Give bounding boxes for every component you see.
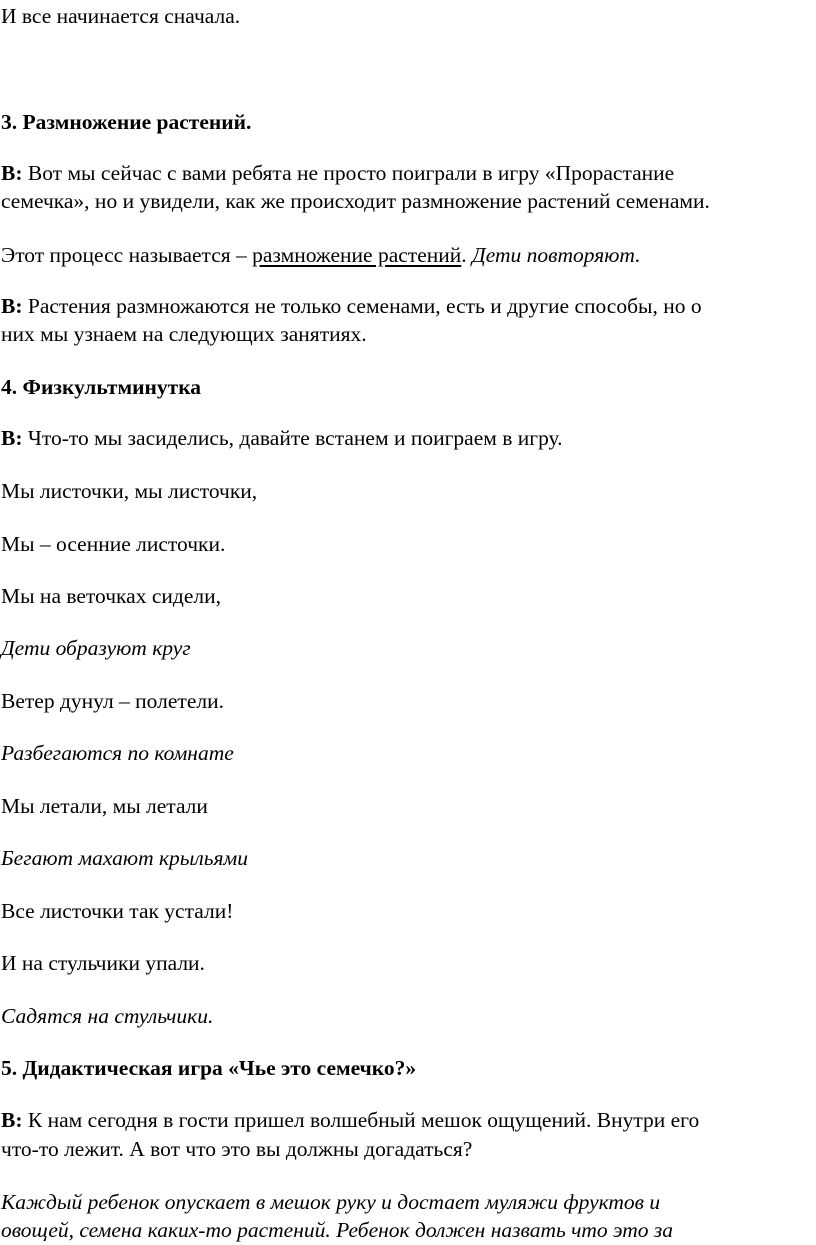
verse-line-2: Мы – осенние листочки. — [1, 532, 226, 556]
paragraph-text: Что-то мы засиделись, давайте встанем и поиграем в игру. — [27, 426, 563, 450]
speaker-label: В: — [1, 426, 23, 450]
paragraph-teacher-2-line-1 — [1, 296, 702, 318]
paragraph-teacher-4-line-1 — [1, 1110, 699, 1132]
speaker-label: В: — [1, 1108, 23, 1132]
stage-direction-1: Дети образуют круг — [1, 636, 191, 660]
paragraph-teacher-3 — [1, 428, 563, 450]
speaker-label: В: — [1, 294, 23, 318]
paragraph-intro: И все начинается сначала. — [1, 4, 241, 28]
punctuation: . — [461, 243, 467, 267]
verse-line-5: Мы летали, мы летали — [1, 794, 208, 818]
stage-direction-3: Бегают махают крыльями — [1, 846, 248, 870]
paragraph-teacher-2-line-2: них мы узнаем на следующих занятиях. — [1, 322, 367, 346]
stage-direction: Дети повторяют. — [466, 243, 641, 267]
paragraph-text: Этот процесс называется – — [1, 243, 253, 267]
section-heading-4: 4. Физкультминутка — [1, 375, 202, 399]
stage-direction-5-line-2: овощей, семена каких-то растений. Ребенок должен назвать что это за — [1, 1218, 674, 1242]
section-heading-3: 3. Размножение растений. — [1, 110, 252, 134]
speaker-label: В: — [1, 161, 23, 185]
paragraph-teacher-4-line-2: что-то лежит. А вот что это вы должны догадаться? — [1, 1137, 473, 1161]
paragraph-teacher-1-line-1 — [1, 163, 674, 185]
verse-line-1: Мы листочки, мы листочки, — [1, 479, 258, 503]
paragraph-teacher-1-line-2: семечка», но и увидели, как же происходит размножение растений семенами. — [1, 189, 710, 213]
paragraph-process — [1, 245, 641, 267]
underlined-term: размножение растений — [252, 243, 462, 267]
paragraph-text: К нам сегодня в гости пришел волшебный мешок ощущений. Внутри его — [27, 1108, 700, 1132]
stage-direction-5-line-1: Каждый ребенок опускает в мешок руку и достает муляжи фруктов и — [1, 1190, 661, 1214]
verse-line-4: Ветер дунул – полетели. — [1, 689, 224, 713]
paragraph-text: Растения размножаются не только семенами, есть и другие способы, но о — [27, 294, 702, 318]
stage-direction-2: Разбегаются по комнате — [1, 741, 234, 765]
paragraph-text: Вот мы сейчас с вами ребята не просто поиграли в игру «Прорастание — [27, 161, 675, 185]
section-heading-5: 5. Дидактическая игра «Чье это семечко?» — [1, 1056, 417, 1080]
verse-line-3: Мы на веточках сидели, — [1, 584, 221, 608]
verse-line-7: И на стульчики упали. — [1, 951, 205, 975]
stage-direction-4: Садятся на стульчики. — [1, 1004, 214, 1028]
verse-line-6: Все листочки так устали! — [1, 899, 234, 923]
